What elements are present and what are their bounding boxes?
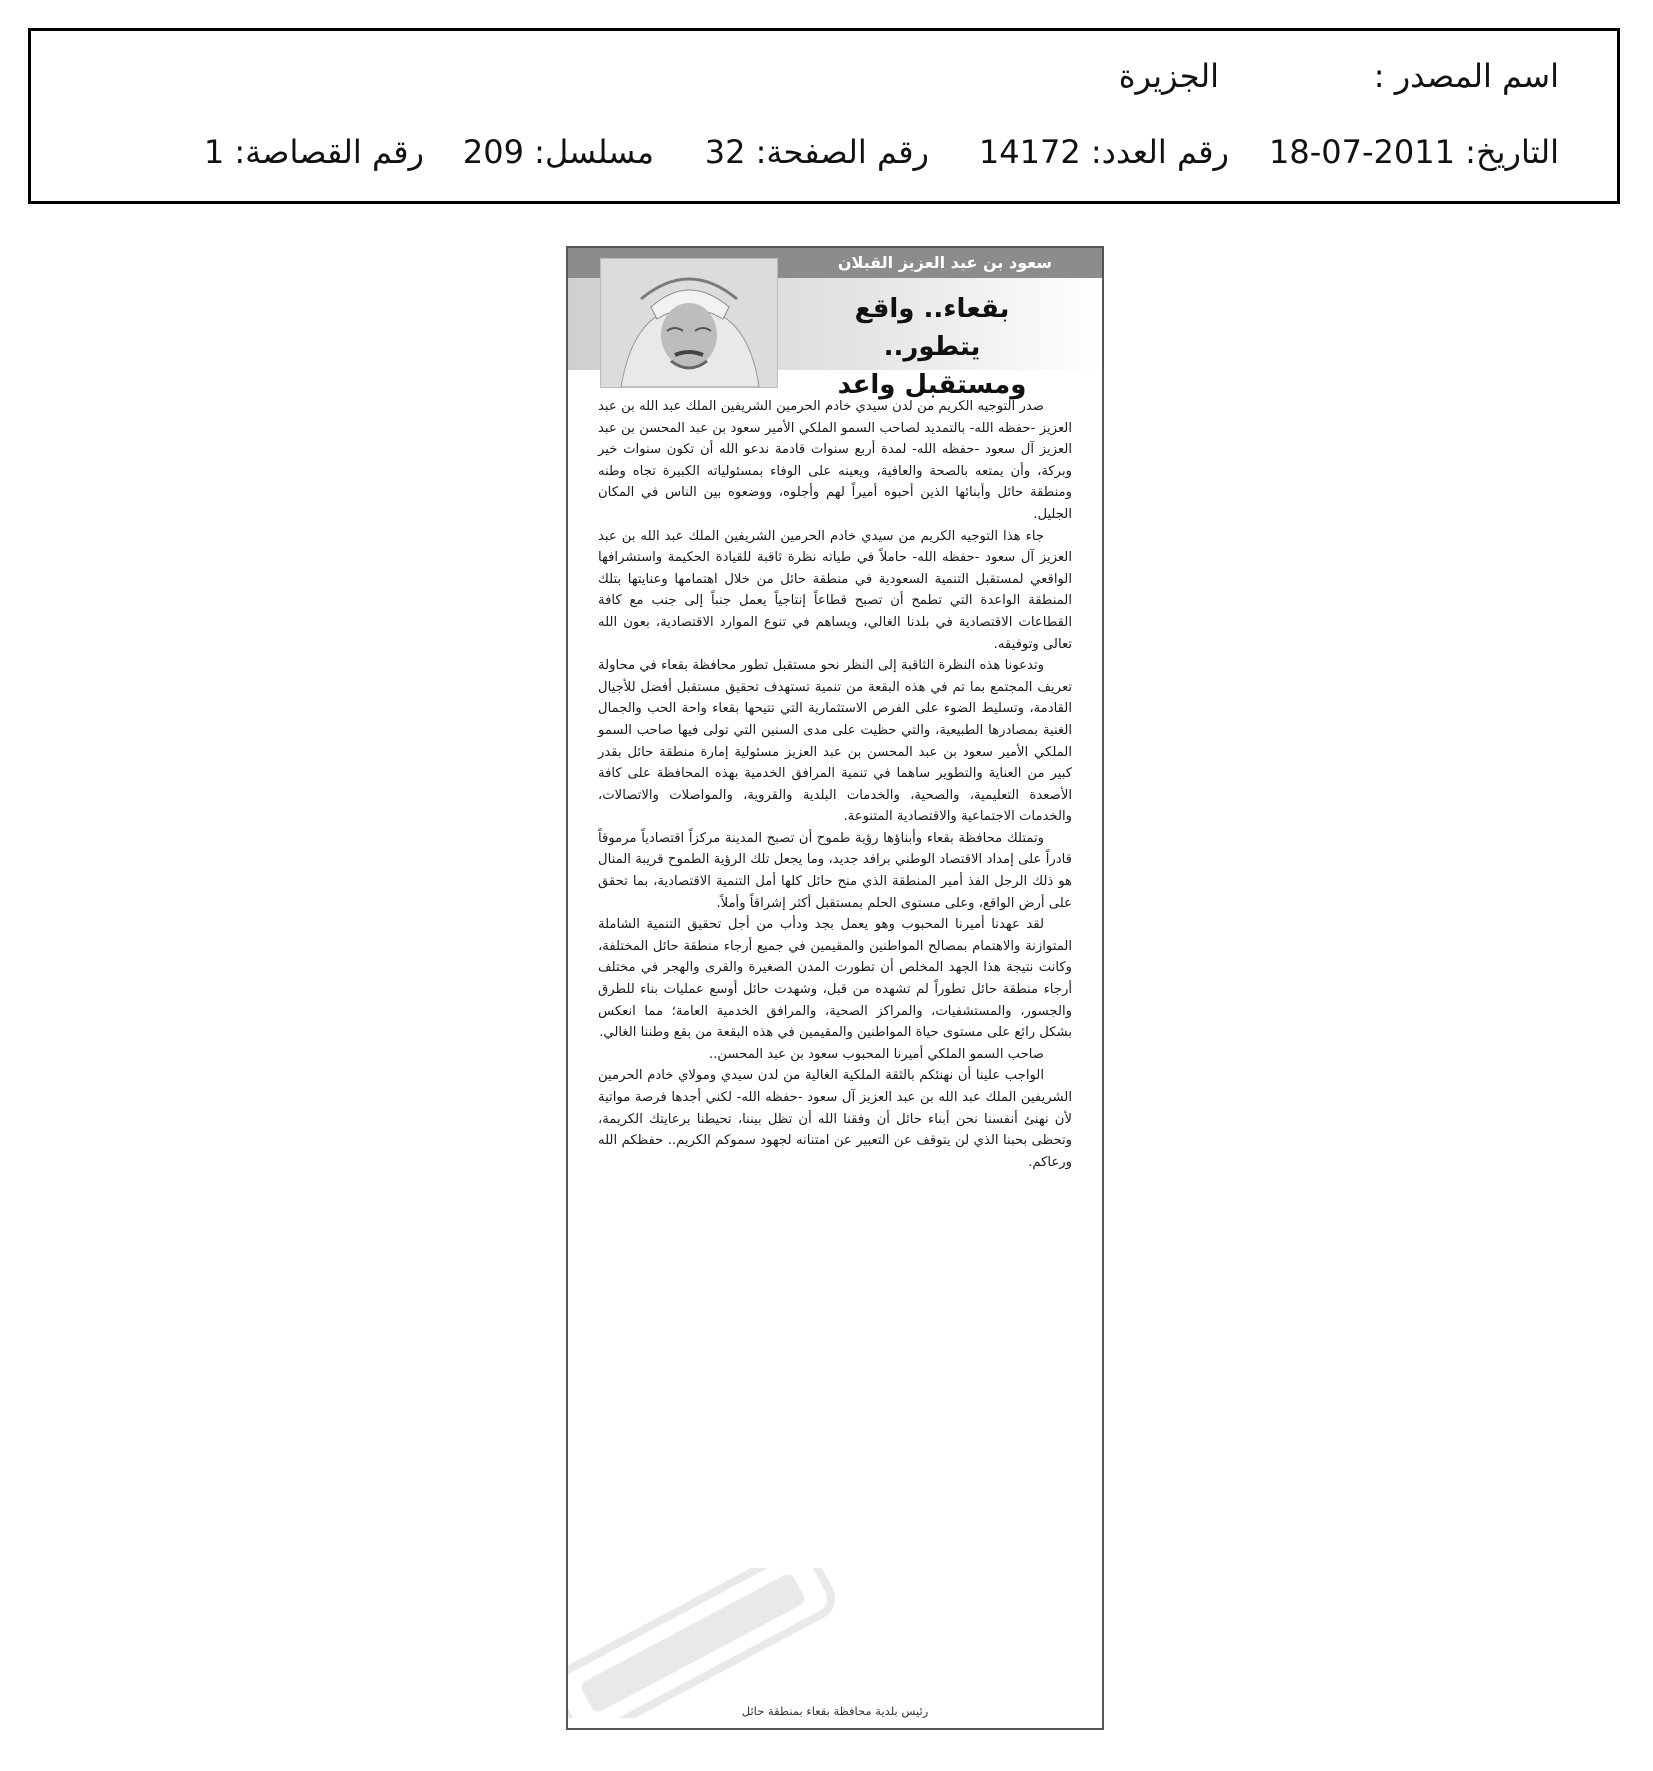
article-paragraph: وتمتلك محافظة بقعاء وأبناؤها رؤية طموح أن تصبح المدينة مركزاً اقتصادياً مرموقاً قادراً على إمداد الاقتصاد الوطني برافد جديد، وما يجعل تلك الرؤية الطموح قريبة المنال هو ذلك الرجل الفذ أمير المنطقة الذي منح حائل كلها أمل التنمية الاقتصادية، بما تحقق على أرض الواقع، وعلى مستوى الحلم بمستقبل أكثر إشراقاً وأملاً.: [598, 830, 1072, 911]
source-value: الجزيرة: [1118, 57, 1219, 95]
article-paragraph: صدر التوجيه الكريم من لدن سيدي خادم الحرمين الشريفين الملك عبد الله بن عبد العزيز -حفظه الله- بالتمديد لصاحب السمو الملكي الأمير سعود بن عبد المحسن بن عبد العزيز آل سعود -حفظه الله- لمدة أربع سنوات قادمة ندعو الله أن تكون سنوات خير وبركة، وأن يمتعه بالصحة والعافية، ويعينه على الوفاء بمسئولياته الكبيرة تجاه وطنه ومنطقة حائل وأبنائها الذين أحبوه أميراً لهم وأجلوه، ووضعوه بين الناس في المكان الجليل.: [598, 399, 1072, 522]
clip-number-field: رقم القصاصة: 1: [203, 133, 424, 171]
clipping-metadata-box: [28, 28, 1620, 204]
article-paragraph: الواجب علينا أن نهنئكم بالثقة الملكية الغالية من لدن سيدي ومولاي خادم الحرمين الشريفين الملك عبد الله بن عبد العزيز آل سعود -حفظه الله- لكني أجدها فرصة مواتية لأن نهنئ أنفسنا نحن أبناء حائل أن وفقنا الله أن تظل بيننا، تحيطنا برعايتك الكريمة، وتحظى بحبنا الذي لن يتوقف عن التعبير عن امتنانه لجهود سموكم الكريم.. حفظكم الله ورعاكم.: [598, 1068, 1072, 1170]
article-body: [598, 396, 1072, 1173]
source-label: اسم المصدر :: [1373, 57, 1559, 95]
article-headline: [802, 290, 1062, 404]
headline-line-1: بقعاء.. واقع يتطور..: [854, 294, 1010, 362]
source-row: [89, 53, 1559, 99]
article-paragraph: وتدعونا هذه النظرة الثاقبة إلى النظر نحو مستقبل تطور محافظة بقعاء في محاولة تعريف المجتمع بما تم في هذه البقعة من تنمية تستهدف تحقيق مستقبل أفضل للأجيال القادمة، وتسليط الضوء على الفرص الاستثمارية التي تتيحها بقعاء واحة الحب والجمال الغنية بمصادرها الطبيعية، والتي حظيت على مدى السنين التي تولى فيها صاحب السمو الملكي الأمير سعود بن عبد المحسن بن عبد العزيز مسئولية إمارة منطقة حائل بقدر كبير من العناية والتطوير ساهما في تنمية المرافق الخدمية بهذه المحافظة على كافة الأصعدة التعليمية، والصحية، والخدمات البلدية والقروية، والمواصلات والاتصالات، والخدمات الاجتماعية والاقتصادية المتنوعة.: [598, 658, 1072, 825]
issue-number-field: رقم العدد: 14172: [978, 133, 1229, 171]
page-number-field: رقم الصفحة: 32: [704, 133, 929, 171]
headline-line-2: ومستقبل واعد: [837, 370, 1027, 400]
date-field: التاريخ: 2011-07-18: [1269, 133, 1559, 171]
author-name: سعود بن عبد العزيز القبلان: [837, 253, 1052, 272]
article-paragraph: لقد عهدنا أميرنا المحبوب وهو يعمل بجد ودأب من أجل تحقيق التنمية الشاملة المتوازنة والاهتمام بمصالح المواطنين والمقيمين في جميع أرجاء منطقة حائل المختلفة، وكانت نتيجة هذا الجهد المخلص أن تطورت المدن الصغيرة والقرى والهجر في مختلف أرجاء منطقة حائل تطوراً لم تشهده من قبل، وشهدت حائل أوسع عمليات بناء للطرق والجسور، والمستشفيات، والمراكز الصحية، والمرافق الخدمية العامة؛ مما انعكس بشكل رائع على مستوى حياة المواطنين والمقيمين في هذه البقعة من بقع وطننا الغالي.: [598, 917, 1072, 1041]
author-portrait: [600, 258, 778, 388]
article-paragraph: جاء هذا التوجيه الكريم من سيدي خادم الحرمين الشريفين الملك عبد الله بن عبد العزيز آل سعود -حفظه الله- حاملاً في طياته نظرة ثاقبة للقيادة الحكيمة واستشرافها الواقعي لمستقبل التنمية السعودية في منطقة حائل من خلال اهتمامها وعنايتها بتلك المنطقة الواعدة التي تطمح أن تصبح قطاعاً إنتاجياً يعمل جنباً إلى جنب مع كافة القطاعات الاقتصادية في بلدنا الغالي، ويساهم في تنوع الموارد الاقتصادية، بعون الله تعالى وتوفيقه.: [598, 528, 1072, 652]
serial-number-field: مسلسل: 209: [462, 133, 654, 171]
newspaper-clipping: [566, 246, 1104, 1730]
watermark-stamp-icon: [566, 1568, 858, 1718]
portrait-photo-icon: [601, 259, 777, 387]
details-row: [89, 129, 1559, 175]
author-signature: رئيس بلدية محافظة بقعاء بمنطقة حائل: [741, 1704, 929, 1718]
article-paragraph: صاحب السمو الملكي أميرنا المحبوب سعود بن عبد المحسن..: [709, 1046, 1044, 1062]
